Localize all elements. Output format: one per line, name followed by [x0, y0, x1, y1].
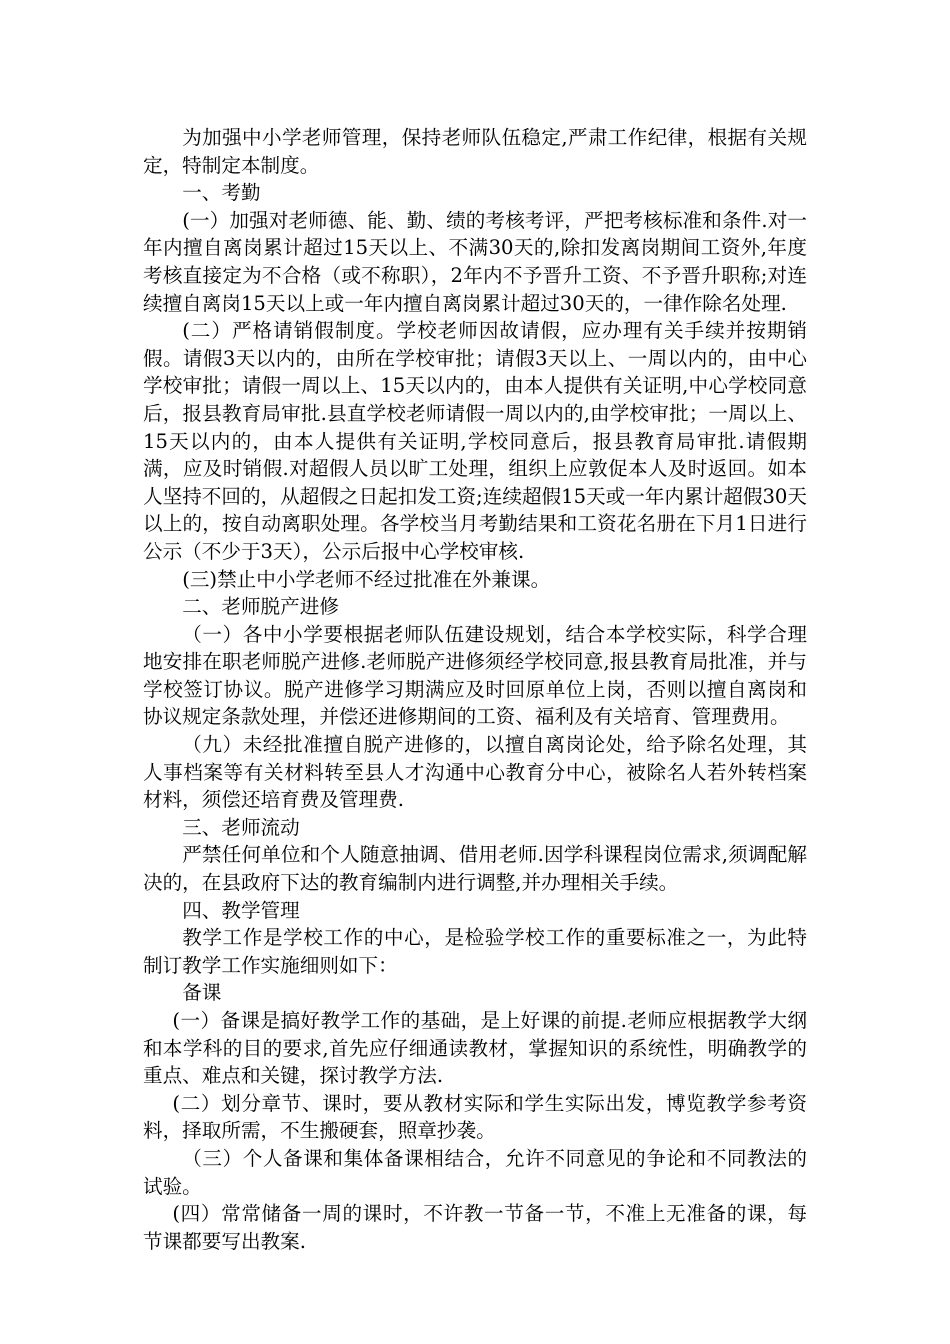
- document-body: [143, 124, 807, 1255]
- section-heading-teaching: 四、教学管理: [182, 898, 300, 922]
- section-heading-attendance: 一、考勤: [182, 181, 261, 205]
- intro-paragraph: 为加强中小学老师管理，保持老师队伍稳定,严肃工作纪律，根据有关规定，特制定本制度。: [143, 126, 807, 177]
- mobility-paragraph: 严禁任何单位和个人随意抽调、借用老师.因学科课程岗位需求,须调配解决的，在县政府下达的教育编制内进行调整,并办理相关手续。: [143, 843, 807, 895]
- section-heading-training: 二、老师脱产进修: [182, 595, 339, 619]
- attendance-item-1: (一）加强对老师德、能、勤、绩的考核考评，严把考核标准和条件.对一年内擅自离岗累计超过15天以上、不满30天的,除扣发离岗期间工资外,年度考核直接定为不合格（或不称职），2年内不予晋升工资、不予晋升职称;对连续擅自离岗15天以上或一年内擅自离岗累计超过30天的，一律作除名处理.: [143, 208, 807, 315]
- training-item-9: （九）未经批准擅自脱产进修的，以擅自离岗论处，给予除名处理，其人事档案等有关材料转至县人才沟通中心教育分中心，被除名人若外转档案材料，须偿还培育费及管理费.: [143, 733, 807, 812]
- lesson-prep-item-2: (二）划分章节、课时，要从教材实际和学生实际出发，博览教学参考资料，择取所需，不生搬硬套，照章抄袭。: [143, 1091, 807, 1143]
- lesson-prep-item-3: （三）个人备课和集体备课相结合，允许不同意见的争论和不同教法的试验。: [143, 1146, 807, 1198]
- attendance-item-3: (三)禁止中小学老师不经过批准在外兼课。: [182, 567, 551, 591]
- lesson-prep-item-4: (四）常常储备一周的课时，不许教一节备一节，不准上无准备的课，每节课都要写出教案.: [143, 1202, 807, 1253]
- attendance-item-2: (二）严格请销假制度。学校老师因故请假，应办理有关手续并按期销假。请假3天以内的，由所在学校审批；请假3天以上、一周以内的，由中心学校审批；请假一周以上、15天以内的，由本人提供有关证明,中心学校同意后，报县教育局审批.县直学校老师请假一周以内的,由学校审批；一周以上、15天以内的，由本人提供有关证明,学校同意后，报县教育局审批.请假期满，应及时销假.对超假人员以旷工处理，组织上应敦促本人及时返回。如本人坚持不回的，从超假之日起扣发工资;连续超假15天或一年内累计超假30天以上的，按自动离职处理。各学校当月考勤结果和工资花名册在下月1日进行公示（不少于3天），公示后报中心学校审核.: [143, 319, 807, 563]
- section-heading-mobility: 三、老师流动: [182, 815, 300, 839]
- training-item-1: （一）各中小学要根据老师队伍建设规划，结合本学校实际，科学合理地安排在职老师脱产进修.老师脱产进修须经学校同意,报县教育局批准，并与学校签订协议。脱产进修学习期满应及时回原单位上岗，否则以擅自离岗和协议规定条款处理，并偿还进修期间的工资、福利及有关培育、管理费用。: [143, 622, 807, 729]
- subheading-lesson-prep: 备课: [182, 981, 222, 1005]
- lesson-prep-item-1: (一）备课是搞好教学工作的基础，是上好课的前提.老师应根据教学大纲和本学科的目的要求,首先应仔细通读教材，掌握知识的系统性，明确教学的重点、难点和关键，探讨教学方法.: [143, 1009, 807, 1088]
- teaching-intro-paragraph: 教学工作是学校工作的中心，是检验学校工作的重要标准之一，为此特制订教学工作实施细则如下：: [143, 926, 807, 977]
